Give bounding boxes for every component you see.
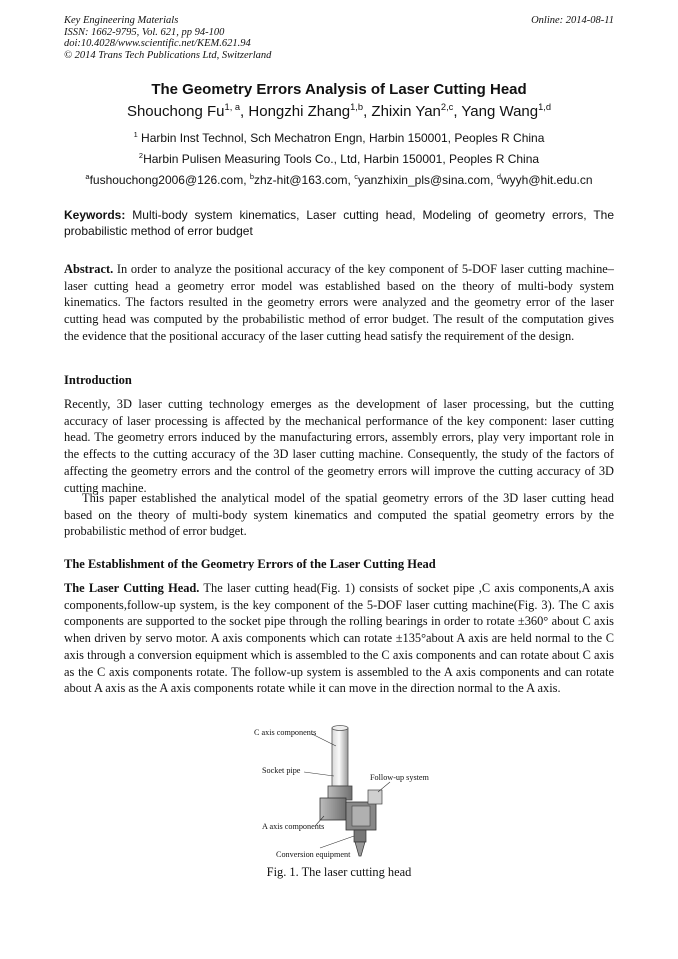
- nozzle-shape: [355, 842, 365, 856]
- follow-up-shape: [368, 790, 382, 804]
- email-sup: a: [85, 172, 90, 181]
- paper-title: The Geometry Errors Analysis of Laser Cutting Head: [151, 81, 527, 98]
- issn-line: ISSN: 1662-9795, Vol. 621, pp 94-100: [64, 26, 225, 38]
- author-name: Shouchong Fu: [126, 103, 225, 120]
- a-axis-shape: [320, 798, 346, 820]
- author-sup: 1, a: [224, 102, 241, 112]
- label-c-axis: C axis components: [254, 728, 317, 737]
- email-sup: c: [354, 172, 358, 181]
- email: fushouchong2006@126.com,: [89, 173, 250, 187]
- abstract-label: Abstract.: [64, 262, 114, 276]
- affiliation-sup: 2: [138, 151, 144, 160]
- section-text: The laser cutting head(Fig. 1) consists of socket pipe ,C axis components,A axis components,follow-up system, is the key component of the 5-DOF laser cutting machine(Fig. 3). The C axis components are supported to the socket pipe through the rolling bearings in order to rotate ±360° about C axis when driven by servo motor. A axis components which can rotate ±135°about A axis are held normal to the C axis through a conversion equipment which is assembled to the C axis components and can rotate about C axis as the C axis components rotate. The follow-up system is assembled to the A axis components and can rotate about A axis as the A axis components rotate while it can move in the direction normal to the A axis.: [64, 581, 614, 696]
- figure-1: [240, 716, 440, 864]
- email: wyyh@hit.edu.cn: [501, 173, 593, 187]
- online-date: Online: 2014-08-11: [531, 15, 614, 26]
- email-sup: d: [496, 172, 501, 181]
- label-follow-up: Follow-up system: [370, 773, 429, 782]
- email: yanzhixin_pls@sina.com,: [357, 173, 497, 187]
- keywords-text: Multi-body system kinematics, Laser cutting head, Modeling of geometry errors, The probabilistic method of error budget: [64, 208, 614, 238]
- figure-caption: Fig. 1. The laser cutting head: [266, 865, 412, 879]
- author-sup: 1,b: [350, 102, 364, 112]
- author-list: Shouchong Fu$^{1, a}$, Hongzhi Zhang$^{1,b}$, Zhixin Yan$^{2,c}$, Yang Wang$^{1,d}$: [126, 102, 552, 120]
- label-conversion: Conversion equipment: [276, 850, 351, 859]
- author-name: Zhixin Yan: [371, 103, 441, 120]
- label-a-axis: A axis components: [262, 822, 325, 831]
- keywords-label: Keywords:: [64, 208, 126, 222]
- socket-pipe-shape: [332, 728, 348, 786]
- copyright-line: © 2014 Trans Tech Publications Ltd, Switzerland: [64, 49, 272, 61]
- author-sup: 2,c: [440, 102, 454, 112]
- intro-paragraph-2: This paper established the analytical model of the spatial geometry errors of the 3D laser cutting head based on the theory of multi-body system kinematics and computed the spatial geometry errors by the probabilistic method of error budget.: [64, 491, 614, 539]
- abstract: [64, 261, 614, 345]
- abstract-text: In order to analyze the positional accuracy of the key component of 5-DOF laser cutting machine–laser cutting head a geometry error model was established based on the theory of multi-body system kinematics. The factors resulted in the geometry errors were analyzed and the geometry error of the laser cutting head was computed by the probabilistic method of error budget. The result of the computation gives the evidence that the positional accuracy of the laser cutting head satisfy the requirement of the design.: [64, 262, 614, 343]
- author-sup: 1,d: [538, 102, 552, 112]
- label-socket-pipe: Socket pipe: [262, 766, 301, 775]
- affiliation-2: [0, 152, 678, 166]
- affiliation-1: [0, 131, 678, 145]
- conversion-shape: [354, 830, 366, 842]
- laser-cutting-head-drawing: [240, 716, 440, 864]
- section-heading: The Establishment of the Geometry Errors of the Laser Cutting Head: [64, 557, 436, 571]
- doi-line: doi:10.4028/www.scientific.net/KEM.621.94: [64, 38, 251, 49]
- affiliation-text: Harbin Inst Technol, Sch Mechatron Engn, Harbin 150001, Peoples R China: [137, 131, 545, 145]
- keywords: [64, 208, 614, 239]
- affiliation-text: Harbin Pulisen Measuring Tools Co., Ltd, Harbin 150001, Peoples R China: [143, 152, 540, 166]
- email-sup: b: [249, 172, 254, 181]
- intro-heading: Introduction: [64, 373, 132, 387]
- journal-header: [64, 15, 271, 61]
- section-paragraph: [64, 580, 614, 697]
- author-name: Hongzhi Zhang: [248, 103, 351, 120]
- run-in-heading: The Laser Cutting Head.: [64, 581, 200, 595]
- email: zhz-hit@163.com,: [254, 173, 355, 187]
- affiliation-sup: 1: [133, 130, 138, 139]
- journal-name: Key Engineering Materials: [64, 15, 179, 26]
- author-name: Yang Wang: [461, 103, 539, 120]
- email-line: [0, 173, 678, 187]
- intro-paragraph-1: Recently, 3D laser cutting technology emerges as the development of laser processing, but the cutting accuracy of laser processing is affected by the mechanical performance of the key component: laser cutting head. The geometry errors induced by the manufacturing errors, assembly errors, play very important role in the effects to the cutting accuracy of the 3D laser cutting machine. Consequently, the study of the factors of affecting the geometry errors and the control of the geometry errors will improve the cutting accuracy of 3D cutting machine.: [64, 397, 614, 495]
